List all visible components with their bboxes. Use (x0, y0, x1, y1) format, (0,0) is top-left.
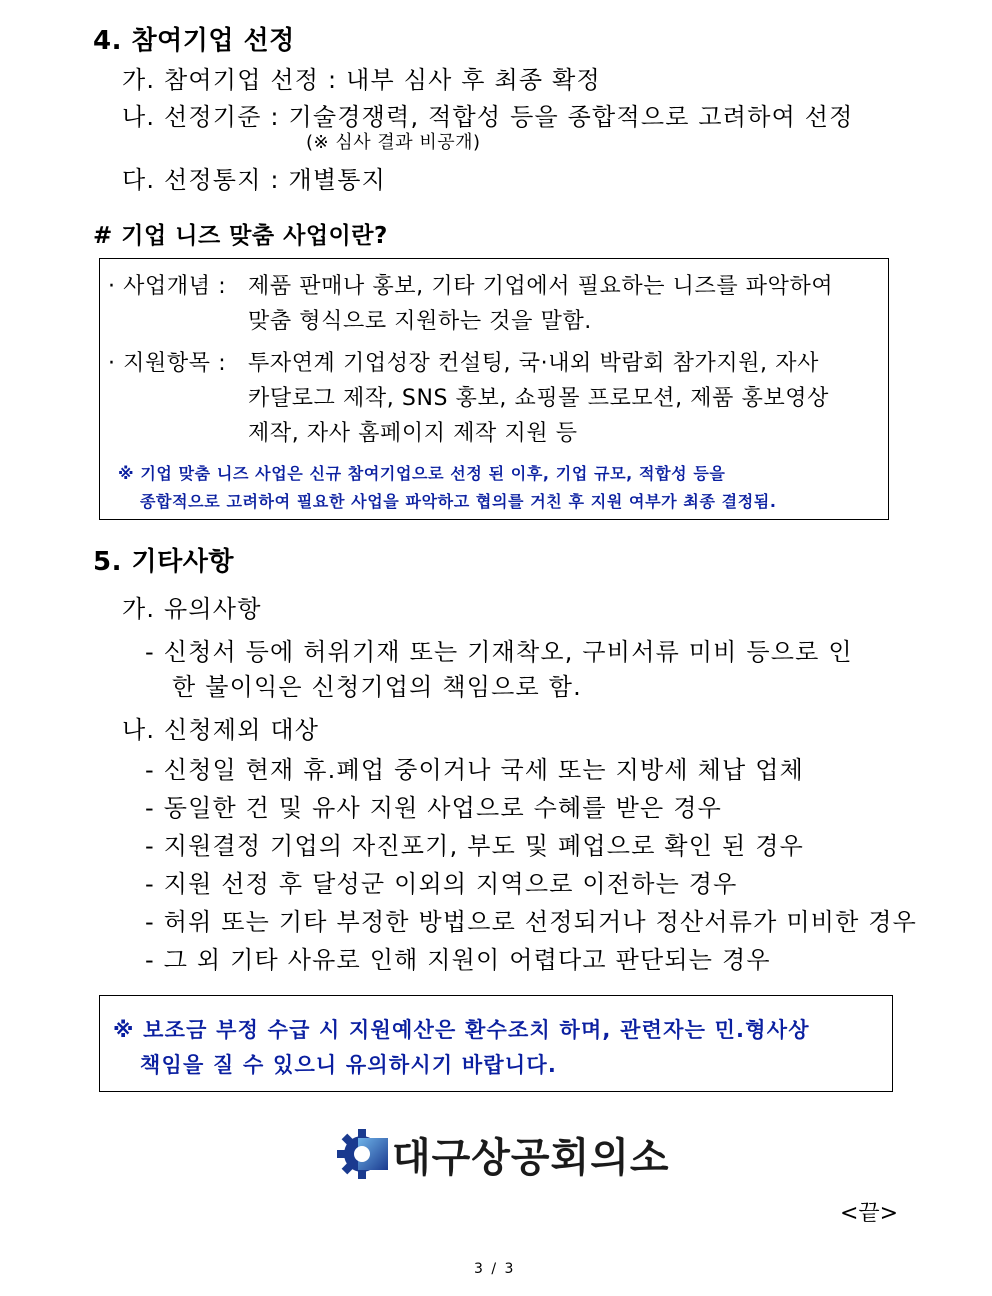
gear-icon (336, 1128, 388, 1180)
support-line: 투자연계 기업성장 컨설팅, 국·내외 박람회 참가지원, 자사 (248, 351, 819, 376)
section-5-sub-a: 가. 유의사항 (122, 595, 262, 623)
concept-line: 맞춤 형식으로 지원하는 것을 말함. (248, 309, 592, 334)
section-4-item-a: 가. 참여기업 선정 : 내부 심사 후 최종 확정 (122, 66, 601, 94)
support-label: · 지원항목 : (108, 351, 227, 376)
needs-note-line: 종합적으로 고려하여 필요한 사업을 파악하고 협의를 거친 후 지원 여부가 최종 결정됨. (140, 492, 777, 511)
exclusion-item: - 지원결정 기업의 자진포기, 부도 및 폐업으로 확인 된 경우 (145, 832, 804, 860)
warning-line: 책임을 질 수 있으니 유의하시기 바랍니다. (140, 1053, 557, 1077)
needs-box (99, 258, 889, 520)
section-4-item-c: 다. 선정통지 : 개별통지 (122, 166, 387, 194)
concept-label: · 사업개념 : (108, 274, 227, 299)
support-line: 카달로그 제작, SNS 홍보, 쇼핑몰 프로모션, 제품 홍보영상 (248, 386, 830, 411)
section-5-a-line: - 신청서 등에 허위기재 또는 기재착오, 구비서류 미비 등으로 인 (145, 638, 853, 666)
logo-text: 대구상공회의소 (392, 1135, 670, 1181)
page-number: 3 / 3 (474, 1261, 516, 1277)
concept-line: 제품 판매나 홍보, 기타 기업에서 필요하는 니즈를 파악하여 (248, 274, 834, 299)
needs-note-line: ※ 기업 맞춤 니즈 사업은 신규 참여기업으로 선정 된 이후, 기업 규모, 적합성 등을 (118, 464, 726, 483)
section-4-note: (※ 심사 결과 비공개) (306, 132, 481, 153)
exclusion-item: - 동일한 건 및 유사 지원 사업으로 수혜를 받은 경우 (145, 794, 722, 822)
section-5-heading: 5. 기타사항 (93, 547, 234, 577)
exclusion-item: - 지원 선정 후 달성군 이외의 지역으로 이전하는 경우 (145, 870, 738, 898)
exclusion-item: - 그 외 기타 사유로 인해 지원이 어렵다고 판단되는 경우 (145, 946, 771, 974)
section-5-sub-b: 나. 신청제외 대상 (122, 716, 320, 744)
exclusion-item: - 신청일 현재 휴.폐업 중이거나 국세 또는 지방세 체납 업체 (145, 756, 804, 784)
section-5-a-line: 한 불이익은 신청기업의 책임으로 함. (172, 673, 582, 701)
needs-heading: # 기업 니즈 맞춤 사업이란? (93, 223, 388, 249)
warning-line: ※ 보조금 부정 수급 시 지원예산은 환수조치 하며, 관련자는 민.형사상 (113, 1018, 810, 1042)
section-4-heading: 4. 참여기업 선정 (93, 26, 295, 56)
end-mark: <끝> (840, 1201, 899, 1226)
section-4-item-b: 나. 선정기준 : 기술경쟁력, 적합성 등을 종합적으로 고려하여 선정 (122, 103, 854, 131)
warning-box (99, 995, 893, 1092)
exclusion-item: - 허위 또는 기타 부정한 방법으로 선정되거나 정산서류가 미비한 경우 (145, 908, 918, 936)
support-line: 제작, 자사 홈페이지 제작 지원 등 (248, 421, 578, 446)
